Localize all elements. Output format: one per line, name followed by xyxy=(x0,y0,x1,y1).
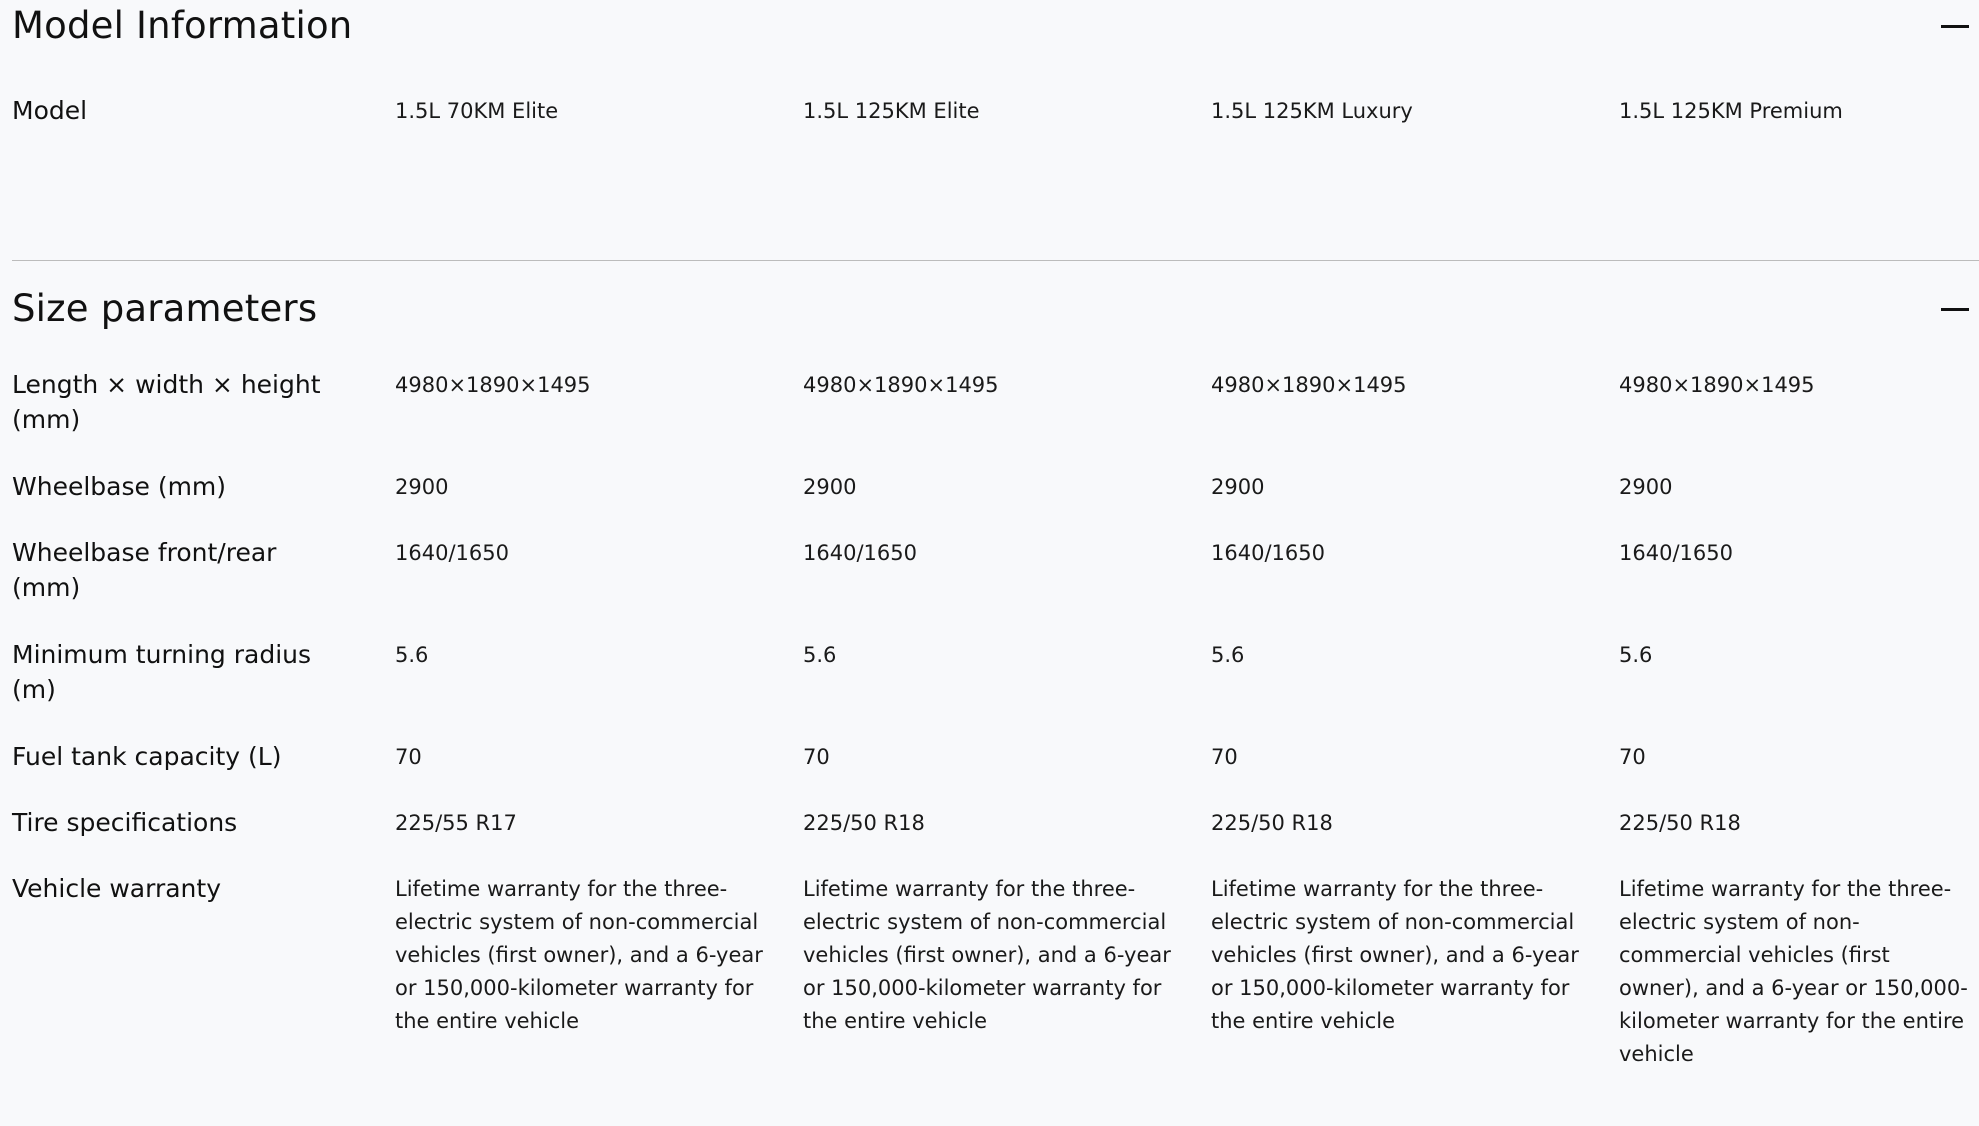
row-value: 5.6 xyxy=(395,643,429,667)
collapse-button[interactable] xyxy=(1939,291,1979,331)
spec-row-wheelbase xyxy=(12,469,1979,535)
row-value: 4980×1890×1495 xyxy=(1619,373,1815,397)
row-value: Lifetime warranty for the three-electric system of non-commercial vehicles (first owner), and a 6-year or 150,000-kilometer warranty for the entire vehicle xyxy=(395,877,763,1033)
spec-row-model xyxy=(12,93,1979,128)
section-divider xyxy=(12,260,1979,261)
row-value: 1640/1650 xyxy=(395,541,509,565)
row-label: Fuel tank capacity (L) xyxy=(12,742,282,771)
row-value: 70 xyxy=(1211,745,1238,769)
minus-icon xyxy=(1941,25,1969,28)
row-value: 1640/1650 xyxy=(803,541,917,565)
row-value: 5.6 xyxy=(1211,643,1245,667)
row-label: Tire specifications xyxy=(12,808,238,837)
minus-icon xyxy=(1941,308,1969,311)
row-value: 225/55 R17 xyxy=(395,811,517,835)
row-value: 5.6 xyxy=(1619,643,1653,667)
row-value: Lifetime warranty for the three-electric system of non-commercial vehicles (first owner), and a 6-year or 150,000-kilometer warranty for the entire vehicle xyxy=(1211,877,1579,1033)
row-value: 1640/1650 xyxy=(1211,541,1325,565)
row-value: 70 xyxy=(803,745,830,769)
model-information-section xyxy=(12,0,1979,260)
row-value: 1.5L 125KM Elite xyxy=(803,99,980,123)
section-title: Model Information xyxy=(12,4,353,47)
spec-row-fuel-tank xyxy=(12,739,1979,805)
row-value: 1.5L 70KM Elite xyxy=(395,99,559,123)
row-value: 70 xyxy=(1619,745,1646,769)
collapse-button[interactable] xyxy=(1939,8,1979,48)
spec-row-track xyxy=(12,535,1979,637)
row-value: 4980×1890×1495 xyxy=(803,373,999,397)
row-value: Lifetime warranty for the three-electric system of non-commercial vehicles (first owner), and a 6-year or 150,000-kilometer warranty for the entire vehicle xyxy=(1619,877,1968,1066)
row-label: Minimum turning radius (m) xyxy=(12,640,312,704)
row-label: Vehicle warranty xyxy=(12,874,221,903)
row-label: Wheelbase (mm) xyxy=(12,472,227,501)
row-label: Wheelbase front/rear (mm) xyxy=(12,538,277,602)
section-header xyxy=(12,283,1979,343)
section-title: Size parameters xyxy=(12,287,318,330)
row-value: 4980×1890×1495 xyxy=(395,373,591,397)
spec-row-warranty xyxy=(12,871,1979,1071)
size-parameters-section xyxy=(12,283,1979,1071)
row-value: 1640/1650 xyxy=(1619,541,1733,565)
row-value: 1.5L 125KM Luxury xyxy=(1211,99,1413,123)
row-value: 2900 xyxy=(1619,475,1673,499)
row-value: 2900 xyxy=(1211,475,1265,499)
row-label: Model xyxy=(12,96,88,125)
row-value: 4980×1890×1495 xyxy=(1211,373,1407,397)
row-value: 2900 xyxy=(395,475,449,499)
row-value: 5.6 xyxy=(803,643,837,667)
row-value: 1.5L 125KM Premium xyxy=(1619,99,1843,123)
row-value: 225/50 R18 xyxy=(803,811,925,835)
section-header xyxy=(12,0,1979,60)
row-value: Lifetime warranty for the three-electric system of non-commercial vehicles (first owner), and a 6-year or 150,000-kilometer warranty for the entire vehicle xyxy=(803,877,1171,1033)
spec-row-tires xyxy=(12,805,1979,871)
spec-row-dimensions xyxy=(12,367,1979,469)
row-value: 2900 xyxy=(803,475,857,499)
spec-row-turning-radius xyxy=(12,637,1979,739)
spec-page xyxy=(12,0,1979,1071)
row-value: 70 xyxy=(395,745,422,769)
row-value: 225/50 R18 xyxy=(1619,811,1741,835)
row-label: Length × width × height (mm) xyxy=(12,370,321,434)
row-value: 225/50 R18 xyxy=(1211,811,1333,835)
